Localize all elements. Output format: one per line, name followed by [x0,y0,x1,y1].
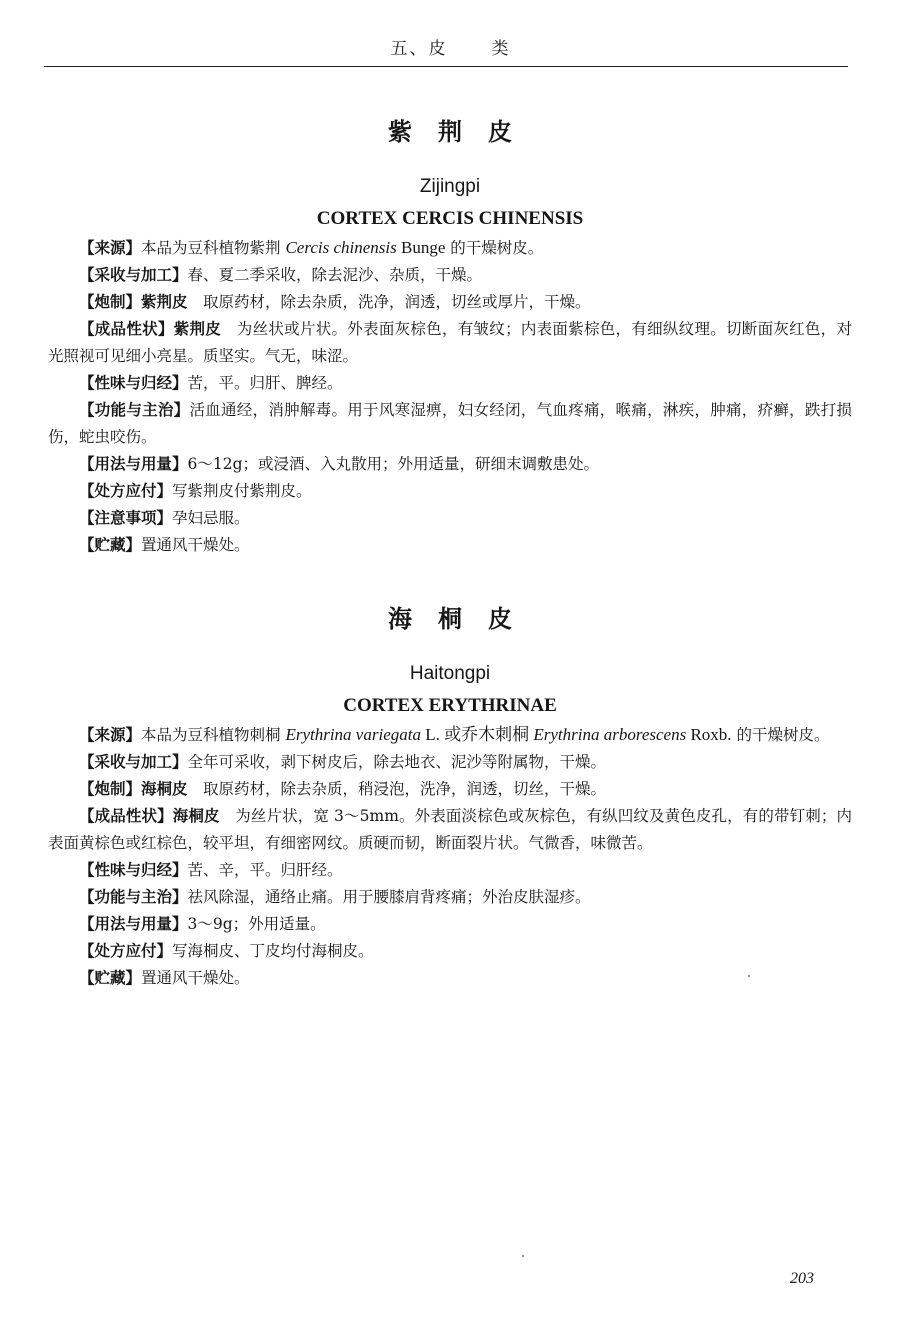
entry-title: 海桐皮 [388,605,538,633]
header-rule [44,66,848,67]
properties-paragraph [48,803,852,857]
nature-paragraph [48,370,852,397]
storage-text: 置通风干燥处。 [141,536,250,554]
running-header-category: 类 [491,39,511,59]
section-label: 【炮制】 [79,293,142,311]
source-paragraph [48,234,852,262]
source-text-mid: L. 或乔木刺桐 [420,725,534,744]
prescription-paragraph [48,938,852,965]
dosage-paragraph [48,911,852,938]
properties-name: 海桐皮 [172,807,220,825]
running-header [0,34,901,59]
dosage-paragraph [48,451,852,478]
section-label: 【功能与主治】 [79,401,190,419]
source-paragraph [48,721,852,749]
harvest-text: 春、夏二季采收，除去泥沙、杂质，干燥。 [187,266,483,284]
caution-paragraph [48,505,852,532]
prescription-text: 写紫荆皮付紫荆皮。 [172,482,312,500]
entry-haitongpi [48,599,852,992]
species-name: Erythrina variegata [285,725,421,744]
nature-text: 苦、辛，平。归肝经。 [187,861,343,879]
source-text: 本品为豆科植物刺桐 [141,726,286,744]
dosage-text: 3～9g；外用适量。 [187,915,326,933]
prescription-paragraph [48,478,852,505]
properties-paragraph [48,316,852,370]
species-name: Erythrina arborescens [533,725,687,744]
scan-speck [748,975,750,977]
section-label: 【来源】 [79,239,142,257]
processing-name: 紫荆皮 [141,293,188,311]
section-label: 【性味与归经】 [79,861,188,879]
nature-text: 苦，平。归肝、脾经。 [187,374,343,392]
nature-paragraph [48,857,852,884]
page-content [48,100,852,992]
storage-text: 置通风干燥处。 [141,969,250,987]
section-label: 【贮藏】 [79,536,142,554]
function-paragraph [48,397,852,451]
properties-name: 紫荆皮 [173,320,222,338]
entry-latin-name: CORTEX ERYTHRINAE [343,695,557,716]
section-label: 【性味与归经】 [79,374,188,392]
entry-zijingpi [48,112,852,559]
section-label: 【用法与用量】 [79,915,188,933]
species-name: Cercis chinensis [285,238,397,257]
entry-pinyin: Zijingpi [419,176,481,197]
section-label: 【用法与用量】 [79,455,188,473]
section-label: 【成品性状】 [79,320,174,338]
section-label: 【功能与主治】 [79,888,188,906]
running-header-section: 五、皮 [390,39,448,59]
function-paragraph [48,884,852,911]
scan-speck [522,1255,524,1257]
function-text: 活血通经，消肿解毒。用于风寒湿痹，妇女经闭，气血疼痛，喉痛，淋疾，肿痛，疥癣，跌打损伤，蛇虫咬伤。 [48,401,852,446]
caution-text: 孕妇忌服。 [172,509,250,527]
source-text-end: 的干燥树皮。 [445,239,544,257]
storage-paragraph [48,965,852,992]
processing-paragraph [48,289,852,316]
harvest-paragraph [48,749,852,776]
section-label: 【来源】 [79,726,142,744]
source-text-end: 的干燥树皮。 [731,726,830,744]
species-author: Bunge [396,238,446,257]
processing-text: 取原药材，除去杂质，稍浸泡，洗净，润透，切丝，干燥。 [187,780,607,798]
dosage-text: 6～12g；或浸酒、入丸散用；外用适量，研细末调敷患处。 [187,455,600,473]
section-label: 【采收与加工】 [79,266,188,284]
harvest-paragraph [48,262,852,289]
function-text: 祛风除湿，通络止痛。用于腰膝肩背疼痛；外治皮肤湿疹。 [187,888,591,906]
section-label: 【处方应付】 [79,942,173,960]
entry-pinyin: Haitongpi [409,663,491,684]
page-number: 203 [790,1270,814,1287]
section-label: 【注意事项】 [79,509,173,527]
entry-spacer [48,559,852,587]
prescription-text: 写海桐皮、丁皮均付海桐皮。 [172,942,374,960]
species-author: Roxb. [686,725,732,744]
properties-text: 为丝片状，宽 3～5mm。外表面淡棕色或灰棕色，有纵凹纹及黄色皮孔，有的带钉刺；内表面黄棕色或红棕色，较平坦，有细密网纹。质硬而韧，断面裂片状。气微香，味微苦。 [48,807,852,852]
harvest-text: 全年可采收，剥下树皮后，除去地衣、泥沙等附属物，干燥。 [187,753,607,771]
processing-name: 海桐皮 [141,780,188,798]
section-label: 【处方应付】 [79,482,173,500]
processing-paragraph [48,776,852,803]
properties-text: 为丝状或片状。外表面灰棕色，有皱纹；内表面紫棕色，有细纵纹理。切断面灰红色，对光照视可见细小亮星。质坚实。气无，味涩。 [48,320,852,365]
section-label: 【贮藏】 [79,969,142,987]
section-label: 【成品性状】 [79,807,173,825]
entry-latin-name: CORTEX CERCIS CHINENSIS [316,208,584,229]
section-label: 【采收与加工】 [79,753,188,771]
processing-text: 取原药材，除去杂质，洗净，润透，切丝或厚片，干燥。 [187,293,591,311]
section-label: 【炮制】 [79,780,142,798]
entry-title: 紫荆皮 [388,118,538,146]
storage-paragraph [48,532,852,559]
source-text: 本品为豆科植物紫荆 [141,239,286,257]
